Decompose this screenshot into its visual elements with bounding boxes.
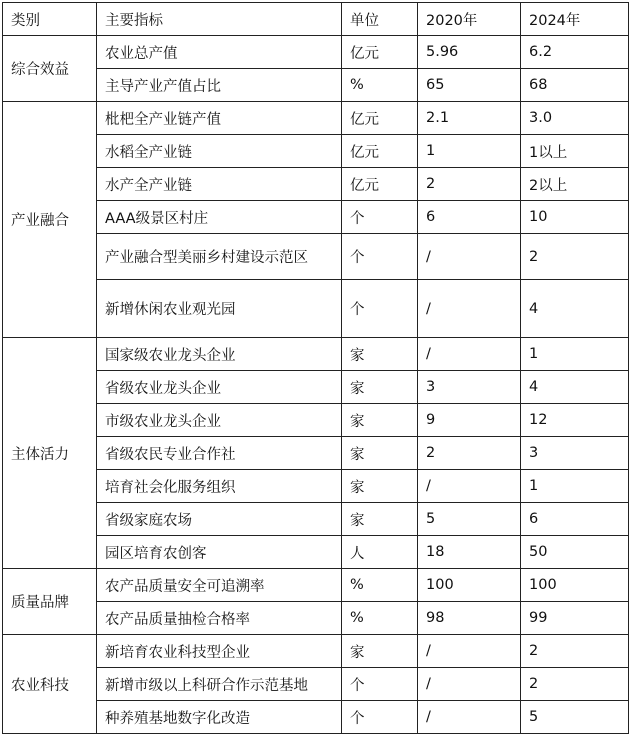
value-2024-cell: 2 [521,234,629,280]
value-2024-cell: 100 [521,569,629,602]
table-row [3,437,629,470]
header-2020: 2020年 [418,3,521,36]
value-2024-cell: 99 [521,602,629,635]
indicator-cell: 省级农民专业合作社 [97,437,342,470]
value-2020-cell: / [418,280,521,338]
value-2020-cell: 2 [418,168,521,201]
value-2020-cell: 2.1 [418,102,521,135]
value-2024-cell: 2 [521,635,629,668]
category-cell: 产业融合 [3,102,97,338]
indicator-cell: 新增市级以上科研合作示范基地 [97,668,342,701]
indicator-cell: 国家级农业龙头企业 [97,338,342,371]
value-2024-cell: 1 [521,470,629,503]
indicator-cell: 新培育农业科技型企业 [97,635,342,668]
table-row [3,470,629,503]
table-row [3,503,629,536]
table-row [3,338,629,371]
table-row [3,234,629,280]
indicator-cell: 枇杷全产业链产值 [97,102,342,135]
value-2020-cell: / [418,668,521,701]
value-2024-cell: 1以上 [521,135,629,168]
indicator-cell: 农业总产值 [97,36,342,69]
indicator-cell: 省级家庭农场 [97,503,342,536]
value-2024-cell: 50 [521,536,629,569]
indicator-cell: AAA级景区村庄 [97,201,342,234]
unit-cell: 亿元 [342,36,418,69]
table-row [3,371,629,404]
table-row [3,404,629,437]
indicator-cell: 农产品质量抽检合格率 [97,602,342,635]
indicator-cell: 产业融合型美丽乡村建设示范区 [97,234,342,280]
value-2024-cell: 2以上 [521,168,629,201]
table-row [3,201,629,234]
table-row [3,168,629,201]
table-row [3,602,629,635]
value-2024-cell: 4 [521,371,629,404]
table-row [3,569,629,602]
value-2020-cell: 9 [418,404,521,437]
table-row [3,69,629,102]
table-row [3,280,629,338]
indicator-cell: 培育社会化服务组织 [97,470,342,503]
value-2020-cell: 100 [418,569,521,602]
indicator-table [2,2,629,734]
value-2020-cell: / [418,701,521,734]
table-row [3,668,629,701]
indicator-cell: 省级农业龙头企业 [97,371,342,404]
value-2020-cell: / [418,234,521,280]
unit-cell: 个 [342,201,418,234]
unit-cell: 亿元 [342,168,418,201]
value-2024-cell: 1 [521,338,629,371]
indicator-cell: 水产全产业链 [97,168,342,201]
indicator-cell: 园区培育农创客 [97,536,342,569]
value-2020-cell: 18 [418,536,521,569]
indicator-cell: 种养殖基地数字化改造 [97,701,342,734]
unit-cell: 家 [342,404,418,437]
category-cell: 质量品牌 [3,569,97,635]
unit-cell: 个 [342,701,418,734]
unit-cell: 个 [342,234,418,280]
table-row [3,102,629,135]
table-row [3,135,629,168]
value-2024-cell: 3.0 [521,102,629,135]
value-2024-cell: 2 [521,668,629,701]
header-unit: 单位 [342,3,418,36]
unit-cell: 个 [342,280,418,338]
unit-cell: 家 [342,635,418,668]
value-2020-cell: 2 [418,437,521,470]
table-row [3,635,629,668]
unit-cell: % [342,69,418,102]
value-2020-cell: 1 [418,135,521,168]
unit-cell: 亿元 [342,102,418,135]
value-2020-cell: 98 [418,602,521,635]
table-row [3,36,629,69]
value-2020-cell: 65 [418,69,521,102]
indicator-cell: 市级农业龙头企业 [97,404,342,437]
unit-cell: % [342,602,418,635]
value-2020-cell: 3 [418,371,521,404]
value-2024-cell: 10 [521,201,629,234]
unit-cell: 人 [342,536,418,569]
unit-cell: 家 [342,437,418,470]
unit-cell: 个 [342,668,418,701]
value-2024-cell: 3 [521,437,629,470]
unit-cell: 家 [342,338,418,371]
indicator-cell: 新增休闲农业观光园 [97,280,342,338]
value-2020-cell: 5 [418,503,521,536]
unit-cell: 家 [342,470,418,503]
value-2020-cell: 5.96 [418,36,521,69]
table-row [3,536,629,569]
table-row [3,701,629,734]
value-2024-cell: 12 [521,404,629,437]
unit-cell: % [342,569,418,602]
header-indicator: 主要指标 [97,3,342,36]
header-row [3,3,629,36]
header-2024: 2024年 [521,3,629,36]
unit-cell: 亿元 [342,135,418,168]
category-cell: 农业科技 [3,635,97,734]
value-2024-cell: 6.2 [521,36,629,69]
unit-cell: 家 [342,371,418,404]
header-category: 类别 [3,3,97,36]
category-cell: 主体活力 [3,338,97,569]
unit-cell: 家 [342,503,418,536]
indicator-cell: 农产品质量安全可追溯率 [97,569,342,602]
value-2024-cell: 4 [521,280,629,338]
value-2024-cell: 5 [521,701,629,734]
value-2020-cell: / [418,470,521,503]
value-2024-cell: 6 [521,503,629,536]
indicator-cell: 水稻全产业链 [97,135,342,168]
value-2024-cell: 68 [521,69,629,102]
value-2020-cell: / [418,338,521,371]
value-2020-cell: / [418,635,521,668]
value-2020-cell: 6 [418,201,521,234]
category-cell: 综合效益 [3,36,97,102]
indicator-cell: 主导产业产值占比 [97,69,342,102]
